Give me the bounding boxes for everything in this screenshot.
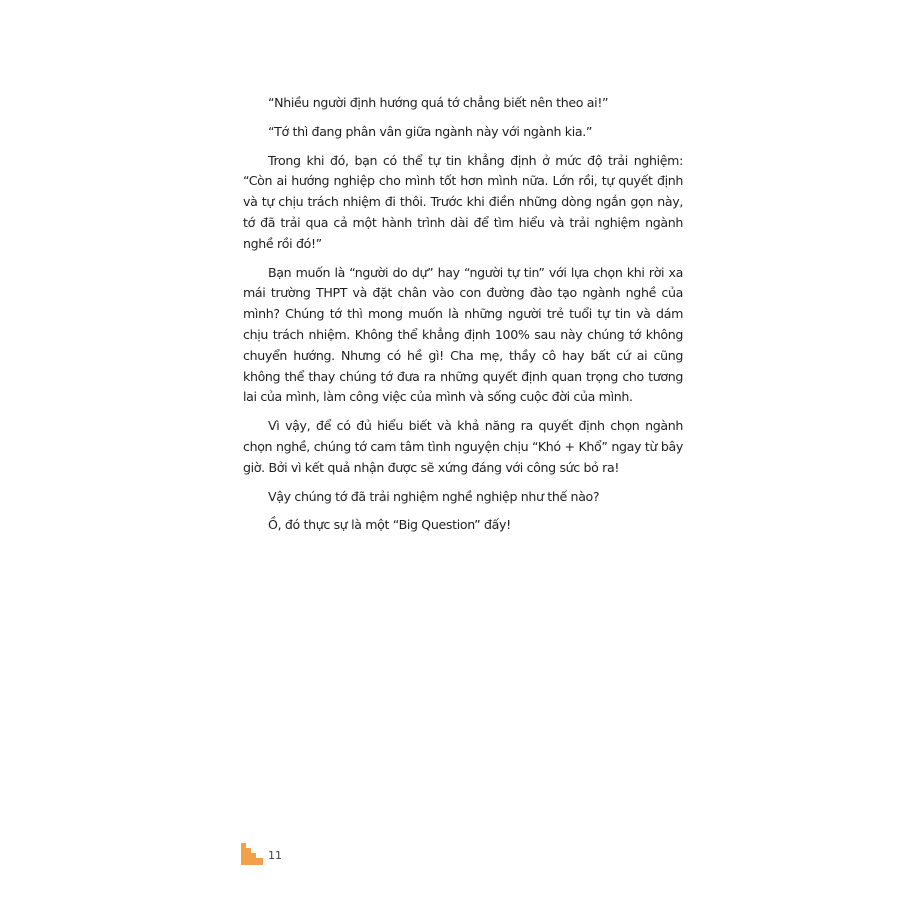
paragraph-commitment: Vì vậy, để có đủ hiểu biết và khả năng ra quyết định chọn ngành chọn nghề, chúng tớ cam tâm tình nguyện chịu “Khó + Khổ” ngay từ bây giờ. Bởi vì kết quả nhận được sẽ xứng đáng với công sức bỏ ra! [243,418,683,475]
paragraph-quote-1: “Nhiều người định hướng quá tớ chẳng biết nên theo ai!” [268,95,609,110]
paragraph-big-question: Ồ, đó thực sự là một “Big Question” đấy! [268,517,511,533]
paragraph-choice: Bạn muốn là “người do dự” hay “người tự tin” với lựa chọn khi rời xa mái trường THPT và đặt chân vào con đường đào tạo ngành nghề của mình? Chúng tớ thì mong muốn là những người trẻ tuổi tự tin và dám chịu trách nhiệm. Không thể khẳng định 100% sau này chúng tớ không chuyển hướng. Nhưng có hề gì! Cha mẹ, thầy cô hay bất cứ ai cũng không thể thay chúng tớ đưa ra những quyết định quan trọng cho tương lai của mình, làm công việc của mình và sống cuộc đời của mình. [243,264,683,405]
body-text [243,93,683,536]
page-number: 11 [268,849,282,862]
paragraph-quote-2: “Tớ thì đang phân vân giữa ngành này với ngành kia.” [268,123,593,139]
staircase-shape [241,843,263,865]
paragraph-confidence: Trong khi đó, bạn có thể tự tin khẳng định ở mức độ trải nghiệm: “Còn ai hướng nghiệp cho mình tốt hơn mình nữa. Lớn rồi, tự quyết định và tự chịu trách nhiệm đi thôi. Trước khi điền những dòng ngắn gọn này, tớ đã trải qua cả một hành trình dài để tìm hiểu và trải nghiệm ngành nghề rồi đó!” [243,152,683,251]
paragraph-question: Vậy chúng tớ đã trải nghiệm nghề nghiệp như thế nào? [268,488,600,504]
orange-staircase-icon [241,843,263,865]
